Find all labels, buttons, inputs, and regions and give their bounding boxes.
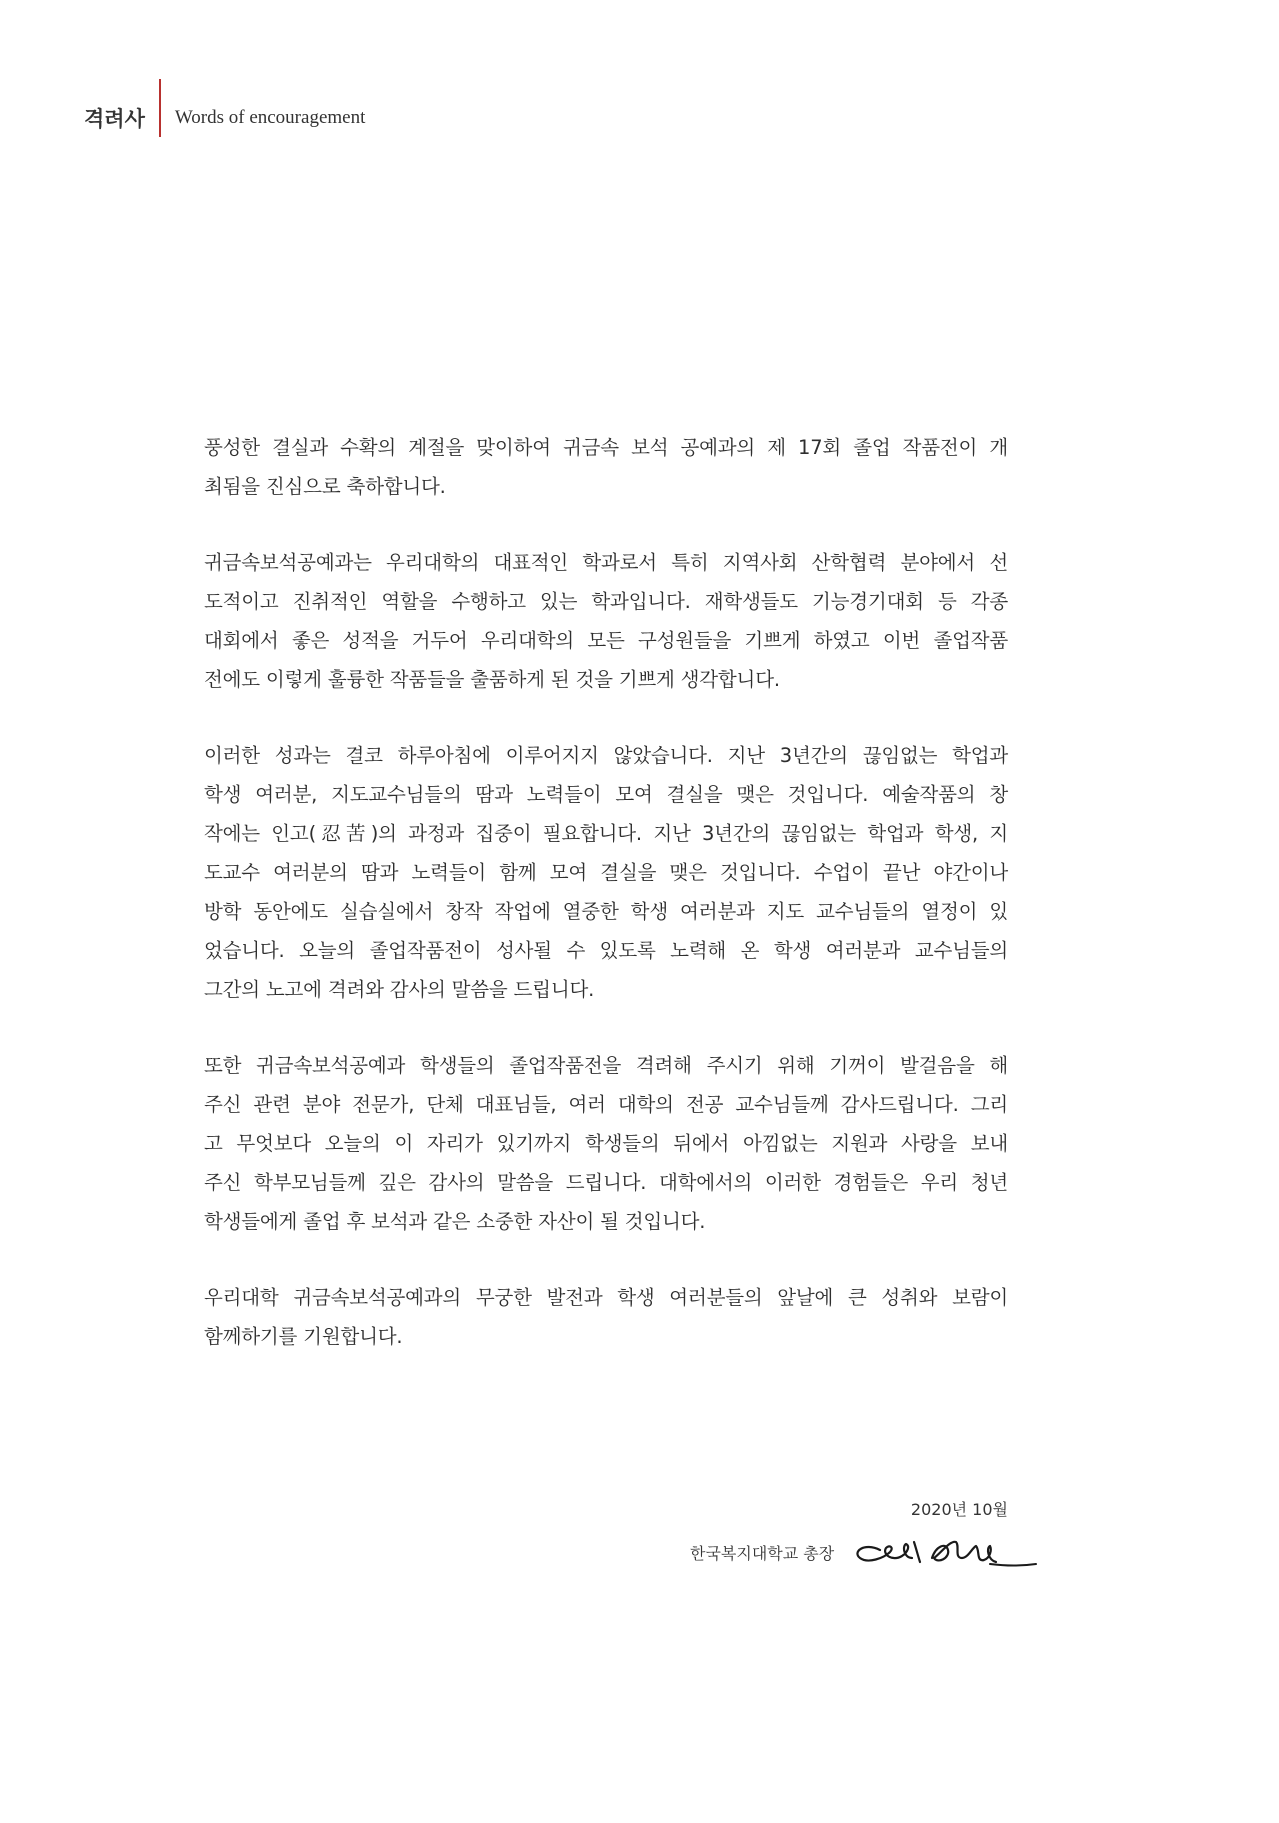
paragraph-line: 그간의 노고에 격려와 감사의 말씀을 드립니다. xyxy=(204,978,595,1001)
paragraph-line: 학생들에게 졸업 후 보석과 같은 소중한 자산이 될 것입니다. xyxy=(204,1210,706,1233)
paragraph-line: 도적이고 진취적인 역할을 수행하고 있는 학과입니다. 재학생들도 기능경기대회 등 각종 xyxy=(204,590,1008,613)
paragraph-line: 이러한 성과는 결코 하루아침에 이루어지지 않았습니다. 지난 3년간의 끊임없는 학업과 xyxy=(204,744,1008,767)
letter-body xyxy=(204,428,1008,1393)
paragraph-line: 전에도 이렇게 훌륭한 작품들을 출품하게 된 것을 기쁘게 생각합니다. xyxy=(204,668,780,691)
paragraph-4 xyxy=(204,1046,1008,1241)
signature-icon xyxy=(850,1528,1040,1578)
paragraph-line: 풍성한 결실과 수확의 계절을 맞이하여 귀금속 보석 공예과의 제 17회 졸업 작품전이 개 xyxy=(204,436,1008,459)
page-header xyxy=(84,78,365,138)
paragraph-line: 또한 귀금속보석공예과 학생들의 졸업작품전을 격려해 주시기 위해 기꺼이 발걸음을 해 xyxy=(204,1054,1008,1077)
paragraph-line: 방학 동안에도 실습실에서 창작 작업에 열중한 학생 여러분과 지도 교수님들의 열정이 있 xyxy=(204,900,1008,923)
paragraph-line: 최됨을 진심으로 축하합니다. xyxy=(204,475,446,498)
paragraph-line: 대회에서 좋은 성적을 거두어 우리대학의 모든 구성원들을 기쁘게 하였고 이번 졸업작품 xyxy=(204,629,1008,652)
paragraph-line: 주신 관련 분야 전문가, 단체 대표님들, 여러 대학의 전공 교수님들께 감사드립니다. 그리 xyxy=(204,1093,1008,1116)
paragraph-line: 주신 학부모님들께 깊은 감사의 말씀을 드립니다. 대학에서의 이러한 경험들은 우리 청년 xyxy=(204,1171,1008,1194)
header-title-en: Words of encouragement xyxy=(174,107,366,128)
header-divider xyxy=(159,79,161,137)
signer-title: 한국복지대학교 총장 xyxy=(690,1544,835,1563)
paragraph-line: 작에는 인고(忍苦)의 과정과 집중이 필요합니다. 지난 3년간의 끊임없는 학업과 학생, 지 xyxy=(204,822,1008,845)
paragraph-1 xyxy=(204,428,1008,506)
paragraph-5 xyxy=(204,1278,1008,1356)
paragraph-line: 고 무엇보다 오늘의 이 자리가 있기까지 학생들의 뒤에서 아낌없는 지원과 사랑을 보내 xyxy=(204,1132,1008,1155)
header-title-ko: 격려사 xyxy=(84,107,145,131)
paragraph-line: 었습니다. 오늘의 졸업작품전이 성사될 수 있도록 노력해 온 학생 여러분과 교수님들의 xyxy=(204,939,1008,962)
paragraph-line: 우리대학 귀금속보석공예과의 무궁한 발전과 학생 여러분들의 앞날에 큰 성취와 보람이 xyxy=(204,1286,1008,1309)
paragraph-line: 귀금속보석공예과는 우리대학의 대표적인 학과로서 특히 지역사회 산학협력 분야에서 선 xyxy=(204,551,1008,574)
paragraph-2 xyxy=(204,543,1008,699)
paragraph-line: 함께하기를 기원합니다. xyxy=(204,1325,403,1348)
paragraph-line: 도교수 여러분의 땀과 노력들이 함께 모여 결실을 맺은 것입니다. 수업이 끝난 야간이나 xyxy=(204,861,1008,884)
letter-date: 2020년 10월 xyxy=(910,1500,1008,1519)
paragraph-line: 학생 여러분, 지도교수님들의 땀과 노력들이 모여 결실을 맺은 것입니다. 예술작품의 창 xyxy=(204,783,1008,806)
paragraph-3 xyxy=(204,736,1008,1009)
